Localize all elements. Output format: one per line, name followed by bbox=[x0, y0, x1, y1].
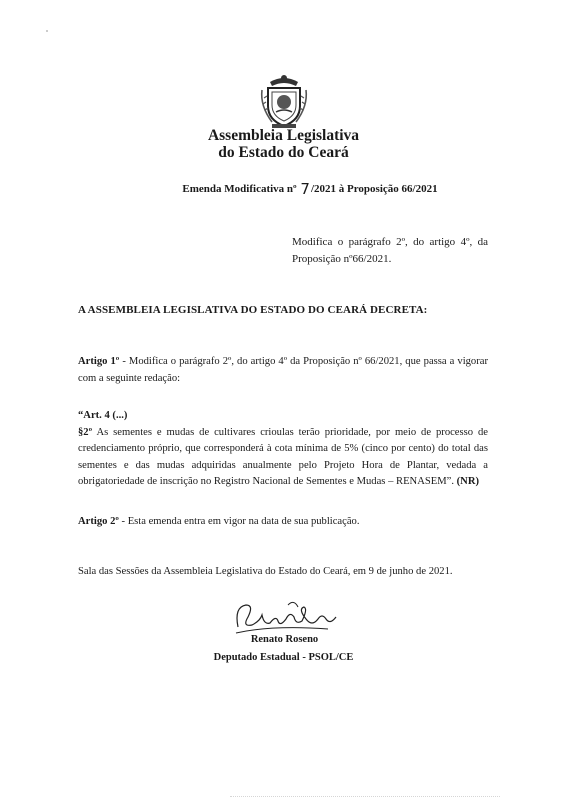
quoted-article-text bbox=[78, 408, 488, 491]
state-coat-of-arms-icon bbox=[258, 72, 310, 130]
session-date-line: Sala das Sessões da Assembleia Legislativa do Estado do Ceará, em 9 de junho de 2021. bbox=[78, 566, 453, 577]
amendment-summary: Modifica o parágrafo 2º, do artigo 4º, da Proposição nº66/2021. bbox=[292, 236, 488, 265]
article-1 bbox=[78, 354, 488, 387]
article-2-text: - Esta emenda entra em vigor na data de sua publicação. bbox=[118, 516, 360, 527]
handwritten-signature bbox=[232, 597, 342, 639]
scan-speck bbox=[46, 30, 48, 32]
article-1-label: Artigo 1º bbox=[78, 356, 120, 367]
scan-edge-line bbox=[230, 796, 500, 797]
amendment-heading bbox=[160, 180, 460, 198]
article-1-text: - Modifica o parágrafo 2º, do artigo 4º da Proposição nº 66/2021, que passa a vigorar com a seguinte redação: bbox=[78, 356, 488, 384]
amendment-suffix: /2021 à Proposição 66/2021 bbox=[310, 183, 438, 195]
article-2-label: Artigo 2º bbox=[78, 516, 119, 527]
signatory-name: Renato Roseno bbox=[250, 634, 319, 645]
amendment-prefix: Emenda Modificativa nº bbox=[182, 183, 297, 195]
signatory-role: Deputado Estadual - PSOL/CE bbox=[213, 652, 354, 663]
paragraph-label: §2º bbox=[78, 426, 93, 438]
decree-statement: A ASSEMBLEIA LEGISLATIVA DO ESTADO DO CEARÁ DECRETA: bbox=[78, 304, 428, 316]
nr-marker: (NR) bbox=[456, 476, 479, 487]
quoted-article-line: “Art. 4 (...) bbox=[78, 410, 128, 421]
article-2 bbox=[78, 514, 488, 531]
handwritten-amendment-number: 7 bbox=[300, 180, 310, 198]
paragraph-text: As sementes e mudas de cultivares crioulas terão prioridade, por meio de processo de credenciamento próprio, que corresponderá à cota mínima de 5% (cinco por cento) do total das sementes e das mudas adquiridas anualmente pelo Projeto Hora de Plantar, vedada a obrigatoriedade de inscrição no Registro Nacional de Sementes e Mudas – RENASEM”. bbox=[78, 426, 488, 487]
institution-name-line2: do Estado do Ceará bbox=[218, 144, 349, 161]
institution-name-line1: Assembleia Legislativa bbox=[207, 127, 360, 144]
